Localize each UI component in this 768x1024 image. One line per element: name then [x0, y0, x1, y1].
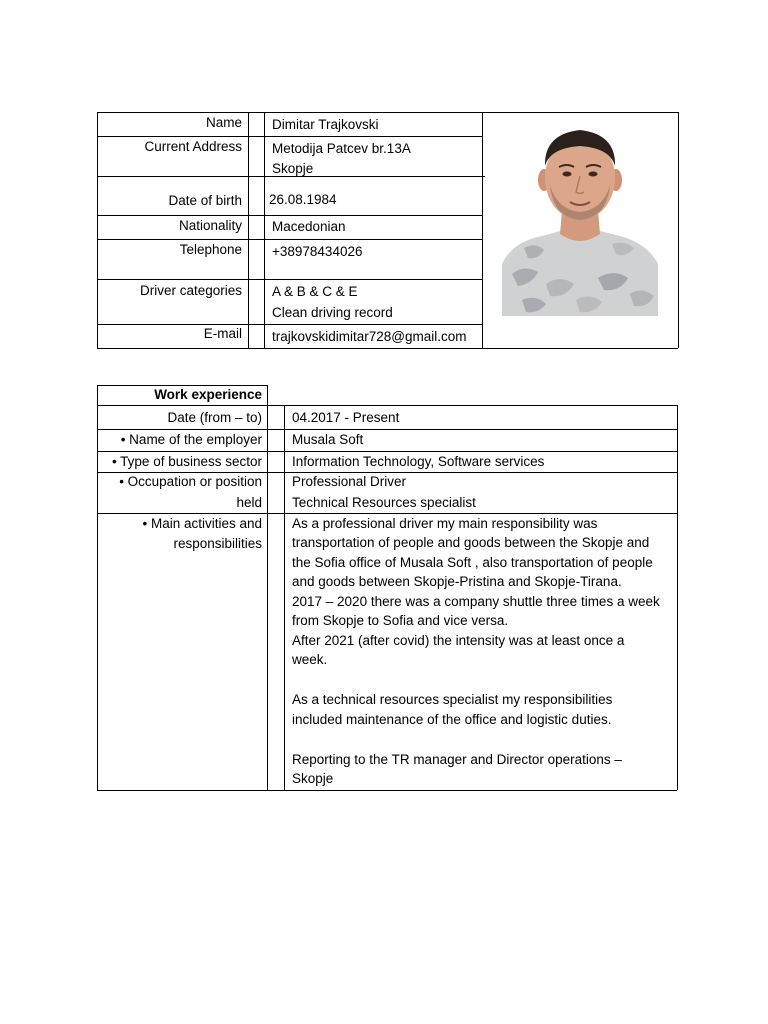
activities-line: transportation of people and goods between the Skopje and	[292, 535, 650, 550]
activities-line: 2017 – 2020 there was a company shuttle three times a week	[292, 594, 660, 609]
activities-line: Reporting to the TR manager and Director operations –	[292, 752, 622, 767]
activities-line: As a technical resources specialist my responsibilities	[292, 692, 613, 707]
row-divider	[97, 324, 482, 325]
driver-categories-label: Driver categories	[139, 283, 242, 298]
driver-categories-line-1: A & B & C & E	[272, 284, 358, 299]
table-border	[677, 405, 678, 790]
column-divider	[248, 112, 249, 348]
occupation-value-2: Technical Resources specialist	[292, 495, 476, 510]
activities-line: As a professional driver my main responsibility was	[292, 516, 598, 531]
activities-line: Skopje	[292, 771, 334, 786]
email-label: E-mail	[203, 326, 242, 341]
name-label: Name	[205, 115, 242, 130]
date-label: Date (from – to)	[167, 410, 262, 425]
telephone-label: Telephone	[179, 242, 242, 257]
activities-line: and goods between Skopje-Pristina and Skopje-Tirana.	[292, 573, 622, 589]
activities-line: week.	[292, 652, 328, 667]
table-border	[97, 385, 98, 790]
column-divider	[267, 385, 268, 790]
row-divider	[97, 279, 482, 280]
activities-line: After 2021 (after covid) the intensity was at least once a	[292, 633, 625, 648]
name-value: Dimitar Trajkovski	[272, 117, 379, 132]
occupation-label-1: • Occupation or position	[119, 474, 262, 489]
occupation-label-2: held	[236, 495, 262, 510]
date-value: 04.2017 - Present	[292, 410, 400, 425]
address-line-1: Metodija Patcev br.13A	[272, 141, 411, 156]
work-experience-heading: Work experience	[154, 387, 262, 402]
activities-line: from Skopje to Sofia and vice versa.	[292, 613, 509, 628]
column-divider	[482, 112, 483, 348]
table-border	[97, 112, 678, 113]
employer-label: • Name of the employer	[120, 432, 262, 447]
row-divider	[97, 405, 677, 406]
table-border	[97, 790, 677, 791]
table-border	[97, 348, 678, 349]
profile-photo	[502, 114, 658, 316]
sector-label: • Type of business sector	[111, 454, 262, 469]
column-divider	[284, 405, 285, 790]
activities-label-1: • Main activities and	[142, 516, 262, 531]
row-divider	[97, 239, 482, 240]
table-border	[97, 112, 98, 348]
sector-value: Information Technology, Software services	[292, 454, 545, 469]
telephone-value: +38978434026	[272, 244, 363, 259]
activities-label-2: responsibilities	[173, 536, 262, 551]
activities-line: the Sofia office of Musala Soft , also transportation of people	[292, 554, 653, 570]
table-border	[678, 112, 679, 348]
row-divider	[97, 215, 482, 216]
employer-value: Musala Soft	[292, 432, 364, 447]
activities-line: included maintenance of the office and logistic duties.	[292, 711, 612, 727]
person-portrait-icon	[502, 114, 658, 316]
address-line-2: Skopje	[272, 161, 314, 176]
email-value: trajkovskidimitar728@gmail.com	[272, 329, 467, 344]
dob-label: Date of birth	[168, 193, 242, 208]
nationality-value: Macedonian	[272, 219, 346, 234]
address-label: Current Address	[144, 139, 242, 154]
dob-value: 26.08.1984	[269, 192, 337, 207]
driver-categories-line-2: Clean driving record	[272, 305, 393, 320]
column-divider	[264, 112, 265, 348]
occupation-value-1: Professional Driver	[292, 474, 407, 489]
nationality-label: Nationality	[178, 218, 242, 233]
